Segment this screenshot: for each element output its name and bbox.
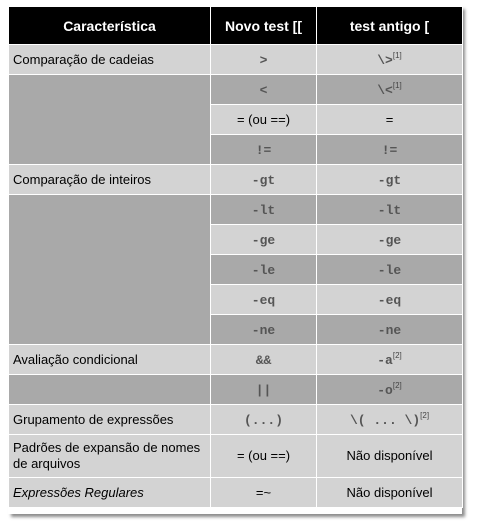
- code-value: -eq: [377, 292, 402, 308]
- table-row: [9, 478, 463, 508]
- table-row: [9, 405, 463, 435]
- feature-cell-empty: [9, 75, 211, 165]
- table-row: [9, 195, 463, 225]
- old-test-cell: [317, 375, 463, 405]
- text-value: Não disponível: [346, 448, 433, 463]
- table-row: [9, 45, 463, 75]
- text-value: =: [385, 112, 394, 127]
- code-value: -ne: [377, 322, 402, 338]
- new-test-cell: [211, 435, 317, 478]
- code-value: (...): [243, 412, 283, 428]
- code-value: -a: [377, 353, 393, 368]
- code-value: &&: [255, 352, 272, 368]
- text-value: =~: [255, 485, 272, 500]
- code-value: -ne: [251, 322, 276, 338]
- code-value: -eq: [251, 292, 276, 308]
- old-test-cell: [317, 315, 463, 345]
- code-value: -le: [377, 262, 402, 278]
- old-test-cell: [317, 195, 463, 225]
- header-old-test: test antigo [: [317, 7, 463, 45]
- code-value: >: [259, 52, 268, 68]
- new-test-cell: [211, 478, 317, 508]
- code-value: \<: [377, 83, 393, 98]
- feature-cell: Comparação de inteiros: [9, 165, 211, 195]
- code-value: -gt: [377, 172, 402, 188]
- footnote-ref[interactable]: [2]: [392, 351, 402, 360]
- old-test-cell: [317, 165, 463, 195]
- old-test-cell: [317, 435, 463, 478]
- comparison-table: [8, 6, 463, 508]
- feature-cell-empty: [9, 375, 211, 405]
- feature-cell: Avaliação condicional: [9, 345, 211, 375]
- code-value: \>: [377, 53, 393, 68]
- code-value: !=: [381, 142, 398, 158]
- text-value: = (ou ==): [236, 448, 291, 463]
- old-test-cell: [317, 405, 463, 435]
- footnote-ref[interactable]: [2]: [420, 411, 430, 420]
- new-test-cell: [211, 285, 317, 315]
- new-test-cell: [211, 255, 317, 285]
- new-test-cell: [211, 195, 317, 225]
- old-test-cell: [317, 45, 463, 75]
- old-test-cell: [317, 255, 463, 285]
- header-feature: Característica: [9, 7, 211, 45]
- old-test-cell: [317, 135, 463, 165]
- code-value: -ge: [251, 232, 276, 248]
- table-row: [9, 375, 463, 405]
- new-test-cell: [211, 135, 317, 165]
- header-row: [9, 7, 463, 45]
- new-test-cell: [211, 345, 317, 375]
- code-value: ||: [255, 382, 272, 398]
- code-value: -o: [377, 383, 393, 398]
- new-test-cell: [211, 375, 317, 405]
- code-value: -lt: [251, 202, 276, 218]
- code-value: -gt: [251, 172, 276, 188]
- old-test-cell: [317, 285, 463, 315]
- new-test-cell: [211, 315, 317, 345]
- header-new-test: Novo test [[: [211, 7, 317, 45]
- table-row: [9, 345, 463, 375]
- new-test-cell: [211, 165, 317, 195]
- old-test-cell: [317, 478, 463, 508]
- footnote-ref[interactable]: [1]: [392, 51, 402, 60]
- code-value: -lt: [377, 202, 402, 218]
- table-row: [9, 435, 463, 478]
- new-test-cell: [211, 45, 317, 75]
- text-value: = (ou ==): [236, 112, 291, 127]
- table-row: [9, 75, 463, 105]
- feature-cell-empty: [9, 195, 211, 345]
- feature-cell: Expressões Regulares: [9, 478, 211, 508]
- code-value: -le: [251, 262, 276, 278]
- code-value: \( ... \): [349, 413, 421, 428]
- feature-cell: Comparação de cadeias: [9, 45, 211, 75]
- code-value: !=: [255, 142, 272, 158]
- old-test-cell: [317, 75, 463, 105]
- new-test-cell: [211, 225, 317, 255]
- new-test-cell: [211, 105, 317, 135]
- old-test-cell: [317, 105, 463, 135]
- text-value: Não disponível: [346, 485, 433, 500]
- feature-cell: Grupamento de expressões: [9, 405, 211, 435]
- comparison-table-frame: [8, 6, 462, 514]
- footnote-ref[interactable]: [1]: [392, 81, 402, 90]
- old-test-cell: [317, 225, 463, 255]
- new-test-cell: [211, 405, 317, 435]
- table-row: [9, 165, 463, 195]
- code-value: -ge: [377, 232, 402, 248]
- code-value: <: [259, 82, 268, 98]
- new-test-cell: [211, 75, 317, 105]
- footnote-ref[interactable]: [2]: [392, 381, 402, 390]
- old-test-cell: [317, 345, 463, 375]
- feature-cell: Padrões de expansão de nomes de arquivos: [9, 435, 211, 478]
